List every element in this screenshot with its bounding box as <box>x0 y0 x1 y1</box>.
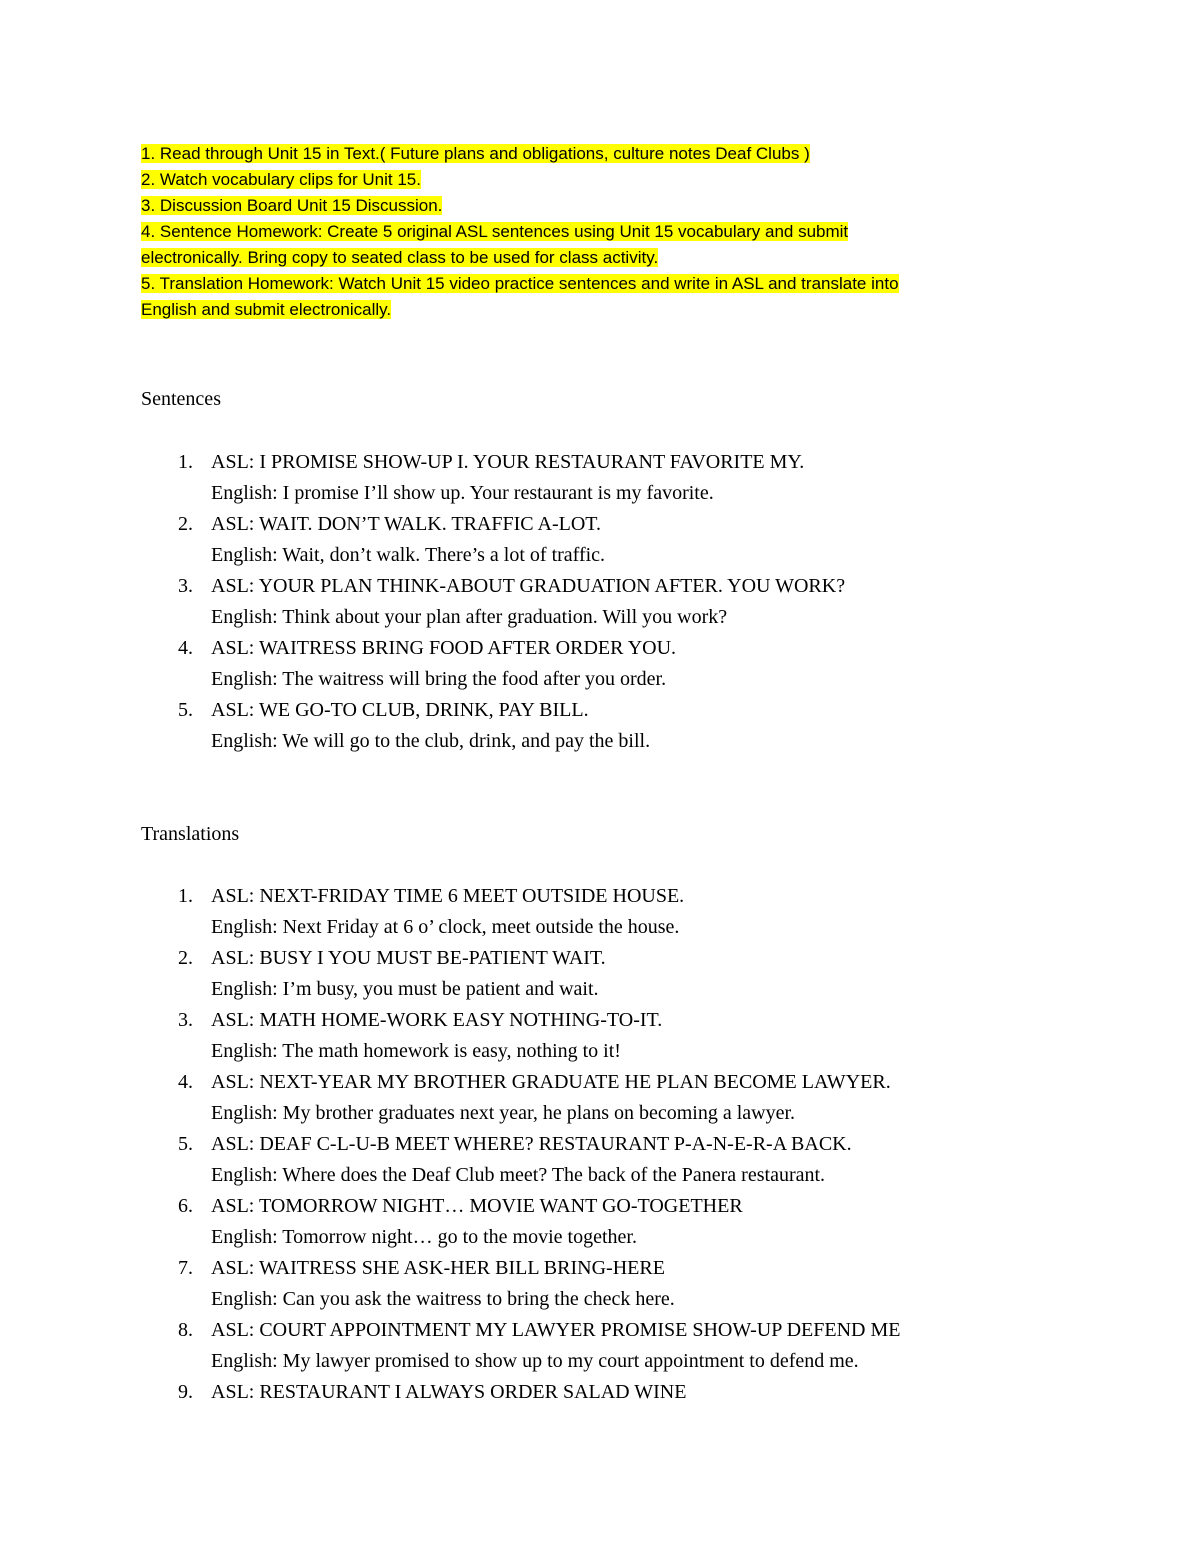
highlighted-text: 1. Read through Unit 15 in Text.( Future plans and obligations, culture notes Deaf Clubs ) <box>141 144 810 163</box>
item-number: 1. <box>178 451 193 473</box>
english-text: English: Wait, don’t walk. There’s a lot of traffic. <box>211 544 606 566</box>
asl-text: ASL: MATH HOME-WORK EASY NOTHING-TO-IT. <box>211 1009 663 1031</box>
task-line <box>141 193 1041 219</box>
english-text: English: Think about your plan after graduation. Will you work? <box>211 606 728 628</box>
english-text: English: My lawyer promised to show up to my court appointment to defend me. <box>211 1350 859 1372</box>
english-text: English: Next Friday at 6 o’ clock, meet outside the house. <box>211 916 680 938</box>
sentences-heading: Sentences <box>141 388 221 410</box>
highlighted-text: English and submit electronically. <box>141 300 392 319</box>
english-text: English: I promise I’ll show up. Your restaurant is my favorite. <box>211 482 714 504</box>
list-item <box>141 509 1141 571</box>
list-item <box>141 1253 1141 1315</box>
english-text: English: We will go to the club, drink, and pay the bill. <box>211 730 651 752</box>
english-text: English: Tomorrow night… go to the movie together. <box>211 1226 637 1248</box>
item-number: 5. <box>178 1133 193 1155</box>
item-number: 8. <box>178 1319 193 1341</box>
translations-list <box>141 881 1141 1408</box>
item-number: 4. <box>178 637 193 659</box>
task-line <box>141 141 1041 167</box>
asl-text: ASL: RESTAURANT I ALWAYS ORDER SALAD WINE <box>211 1381 687 1403</box>
asl-text: ASL: BUSY I YOU MUST BE-PATIENT WAIT. <box>211 947 606 969</box>
english-text: English: The waitress will bring the food after you order. <box>211 668 667 690</box>
asl-text: ASL: COURT APPOINTMENT MY LAWYER PROMISE SHOW-UP DEFEND ME <box>211 1319 901 1341</box>
asl-text: ASL: NEXT-YEAR MY BROTHER GRADUATE HE PLAN BECOME LAWYER. <box>211 1071 891 1093</box>
english-text: English: I’m busy, you must be patient and wait. <box>211 978 599 1000</box>
task-line <box>141 167 1041 193</box>
list-item <box>141 1005 1141 1067</box>
assignment-task-list <box>141 141 1041 323</box>
list-item <box>141 881 1141 943</box>
item-number: 1. <box>178 885 193 907</box>
english-text: English: Where does the Deaf Club meet? The back of the Panera restaurant. <box>211 1164 826 1186</box>
item-number: 9. <box>178 1381 193 1403</box>
asl-text: ASL: TOMORROW NIGHT… MOVIE WANT GO-TOGETHER <box>211 1195 743 1217</box>
item-number: 2. <box>178 513 193 535</box>
highlighted-text: 3. Discussion Board Unit 15 Discussion. <box>141 196 443 215</box>
translations-heading: Translations <box>141 823 240 845</box>
task-line <box>141 271 1041 297</box>
highlighted-text: 4. Sentence Homework: Create 5 original ASL sentences using Unit 15 vocabulary and submit <box>141 222 849 241</box>
asl-text: ASL: NEXT-FRIDAY TIME 6 MEET OUTSIDE HOUSE. <box>211 885 685 907</box>
list-item <box>141 1129 1141 1191</box>
highlighted-text: electronically. Bring copy to seated class to be used for class activity. <box>141 248 659 267</box>
list-item <box>141 1067 1141 1129</box>
asl-text: ASL: WAIT. DON’T WALK. TRAFFIC A-LOT. <box>211 513 601 535</box>
item-number: 6. <box>178 1195 193 1217</box>
asl-text: ASL: DEAF C-L-U-B MEET WHERE? RESTAURANT P-A-N-E-R-A BACK. <box>211 1133 852 1155</box>
asl-text: ASL: WAITRESS BRING FOOD AFTER ORDER YOU. <box>211 637 677 659</box>
list-item <box>141 1191 1141 1253</box>
item-number: 7. <box>178 1257 193 1279</box>
item-number: 3. <box>178 1009 193 1031</box>
task-line <box>141 297 1041 323</box>
list-item <box>141 943 1141 1005</box>
english-text: English: Can you ask the waitress to bring the check here. <box>211 1288 675 1310</box>
list-item <box>141 633 1141 695</box>
item-number: 2. <box>178 947 193 969</box>
task-line <box>141 245 1041 271</box>
list-item <box>141 1315 1141 1377</box>
item-number: 4. <box>178 1071 193 1093</box>
asl-text: ASL: WAITRESS SHE ASK-HER BILL BRING-HERE <box>211 1257 665 1279</box>
item-number: 5. <box>178 699 193 721</box>
asl-text: ASL: I PROMISE SHOW-UP I. YOUR RESTAURANT FAVORITE MY. <box>211 451 805 473</box>
asl-text: ASL: WE GO-TO CLUB, DRINK, PAY BILL. <box>211 699 589 721</box>
item-number: 3. <box>178 575 193 597</box>
highlighted-text: 5. Translation Homework: Watch Unit 15 video practice sentences and write in ASL and translate into <box>141 274 899 293</box>
list-item <box>141 1377 1141 1408</box>
english-text: English: The math homework is easy, nothing to it! <box>211 1040 621 1062</box>
english-text: English: My brother graduates next year, he plans on becoming a lawyer. <box>211 1102 796 1124</box>
list-item <box>141 695 1141 757</box>
task-line <box>141 219 1041 245</box>
asl-text: ASL: YOUR PLAN THINK-ABOUT GRADUATION AFTER. YOU WORK? <box>211 575 846 597</box>
list-item <box>141 571 1141 633</box>
list-item <box>141 447 1141 509</box>
highlighted-text: 2. Watch vocabulary clips for Unit 15. <box>141 170 421 189</box>
sentences-list <box>141 447 1141 757</box>
